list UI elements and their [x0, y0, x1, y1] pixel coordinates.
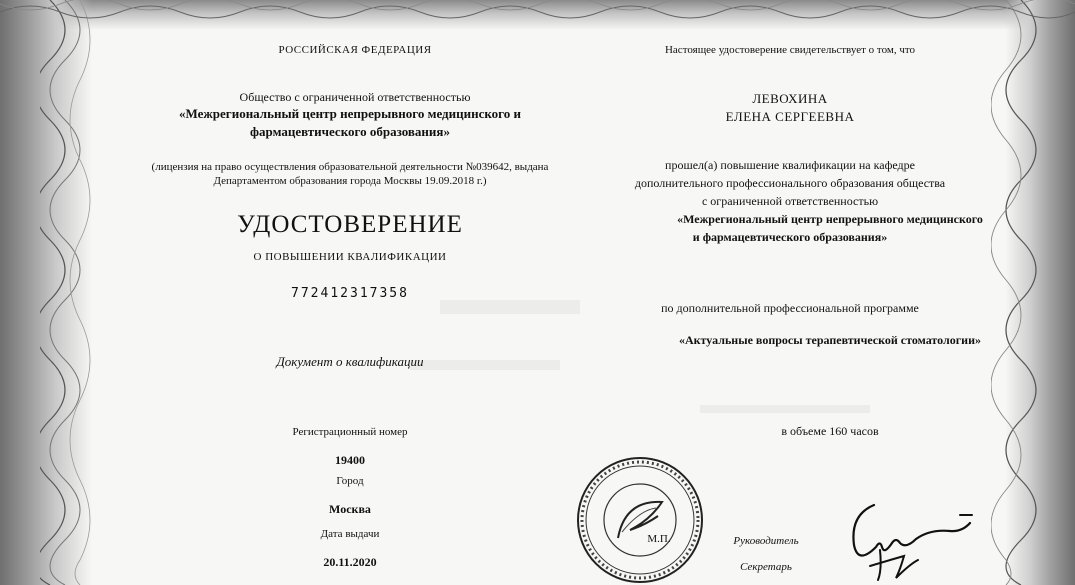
country-label: РОССИЙСКАЯ ФЕДЕРАЦИЯ: [278, 44, 432, 56]
secretary-signature-label: Секретарь: [740, 561, 792, 573]
organization-line1: «Межрегиональный центр непрерывного медицинского: [677, 212, 983, 226]
issue-date-label: Дата выдачи: [320, 528, 380, 540]
course-hours: в объеме 160 часов: [781, 424, 879, 438]
license-line2: Департаментом образования города Москвы 19.09.2018 г.): [213, 175, 487, 187]
issue-date-value: 20.11.2020: [323, 555, 377, 569]
registration-number-value: 19400: [335, 453, 365, 467]
head-signature-label: Руководитель: [733, 535, 799, 547]
program-label: по дополнительной профессиональной программе: [661, 301, 919, 315]
organization-stamp: [570, 450, 710, 585]
qualification-text-line1: прошел(а) повышение квалификации на кафедре: [665, 158, 915, 172]
holder-surname: ЛЕВОХИНА: [752, 91, 828, 106]
left-guilloche-pattern: [40, 0, 100, 585]
organization-line2: и фармацевтического образования»: [692, 230, 888, 244]
org-name-line2: фармацевтического образования»: [250, 124, 450, 139]
holder-name: ЕЛЕНА СЕРГЕЕВНА: [725, 109, 855, 124]
certificate-title: УДОСТОВЕРЕНИЕ: [237, 211, 463, 238]
org-name-line1: «Межрегиональный центр непрерывного медицинского и: [179, 106, 521, 121]
background-watermark: [440, 300, 580, 314]
org-type: Общество с ограниченной ответственностью: [239, 90, 471, 104]
city-label: Город: [336, 475, 364, 487]
qualification-text-line2: дополнительного профессионального образования общества: [634, 176, 946, 190]
certificate-subtitle: О ПОВЫШЕНИИ КВАЛИФИКАЦИИ: [253, 251, 447, 263]
document-qualification-label: Документ о квалификации: [276, 354, 424, 369]
registration-number-label: Регистрационный номер: [292, 426, 408, 438]
right-guilloche-pattern: [991, 0, 1051, 585]
qualification-text-line3: с ограниченной ответственностью: [701, 194, 879, 208]
background-watermark: [700, 405, 870, 413]
certificate-number: 772412317358: [291, 286, 409, 301]
program-name: «Актуальные вопросы терапевтической стоматологии»: [678, 333, 982, 347]
top-guilloche-pattern: [0, 0, 1075, 40]
city-value: Москва: [329, 502, 371, 516]
certifies-intro: Настоящее удостоверение свидетельствует о том, что: [664, 44, 916, 56]
license-line1: (лицензия на право осуществления образовательной деятельности №039642, выдана: [151, 161, 549, 173]
secretary-signature: [860, 540, 940, 585]
stamp-mark: М.П.: [647, 533, 671, 545]
